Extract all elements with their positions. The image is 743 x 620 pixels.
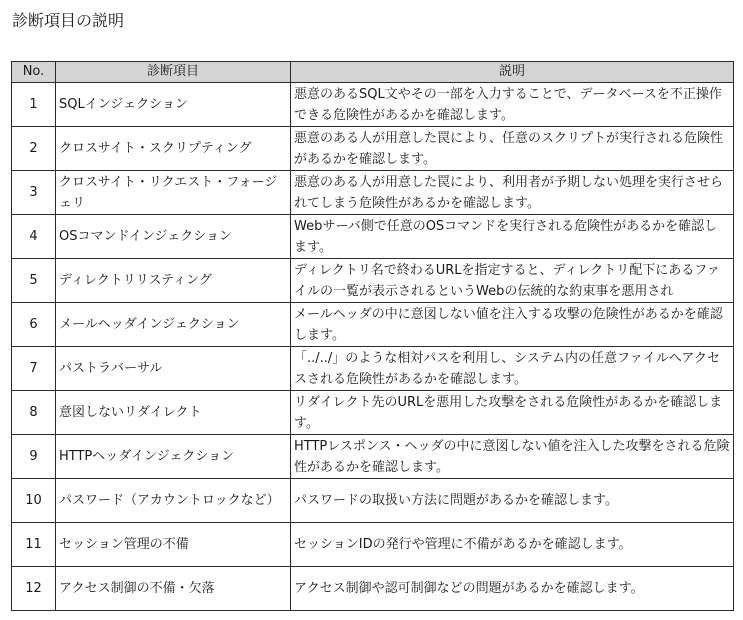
- row-description-text: Webサーバ側で任意のOSコマンドを実行される危険性があるかを確認します。: [294, 218, 718, 255]
- row-item-name: [56, 303, 291, 347]
- table-row: [12, 391, 734, 435]
- row-number-text: 6: [29, 317, 38, 332]
- row-number-text: 2: [29, 141, 38, 156]
- row-number: [12, 127, 56, 171]
- row-description: [291, 303, 734, 347]
- header-item: 診断項目: [56, 62, 291, 83]
- row-description-text: HTTPレスポンス・ヘッダの中に意図しない値を注入した攻撃をされる危険性があるかを確認します。: [294, 438, 730, 475]
- row-description: [291, 523, 734, 567]
- row-item-name: [56, 479, 291, 523]
- row-item-name-text: クロスサイト・リクエスト・フォージェリ: [59, 174, 278, 211]
- table-row: [12, 127, 734, 171]
- row-description: [291, 83, 734, 127]
- row-number: [12, 215, 56, 259]
- row-description: [291, 479, 734, 523]
- row-number-text: 9: [29, 449, 38, 464]
- row-item-name-text: セッション管理の不備: [59, 537, 189, 552]
- row-item-name-text: HTTPヘッダインジェクション: [59, 449, 235, 464]
- table-row: [12, 347, 734, 391]
- row-item-name: [56, 215, 291, 259]
- row-description: [291, 567, 734, 611]
- row-number-text: 7: [29, 361, 38, 376]
- row-description-text: メールヘッダの中に意図しない値を注入する攻撃の危険性があるかを確認します。: [294, 306, 723, 343]
- row-item-name: [56, 435, 291, 479]
- table-row: [12, 523, 734, 567]
- row-description-text: 「../../」のような相対パスを利用し、システム内の任意ファイルへアクセスされる危険性があるかを確認します。: [294, 350, 720, 387]
- row-description-text: 悪意のあるSQL文やその一部を入力することで、データベースを不正操作できる危険性があるかを確認します。: [294, 86, 722, 123]
- row-description: [291, 435, 734, 479]
- table-row: [12, 567, 734, 611]
- row-number: [12, 303, 56, 347]
- row-description-text: 悪意のある人が用意した罠により、任意のスクリプトが実行される危険性があるかを確認します。: [294, 130, 724, 167]
- table-row: [12, 171, 734, 215]
- row-item-name: [56, 259, 291, 303]
- table-header-row: [12, 62, 734, 83]
- row-number: [12, 391, 56, 435]
- row-number: [12, 479, 56, 523]
- row-item-name: [56, 391, 291, 435]
- row-item-name-text: アクセス制御の不備・欠落: [59, 581, 215, 596]
- row-number-text: 4: [29, 229, 38, 244]
- row-number: [12, 83, 56, 127]
- row-number: [12, 523, 56, 567]
- row-item-name-text: ディレクトリリスティング: [59, 273, 212, 288]
- row-description-text: セッションIDの発行や管理に不備があるかを確認します。: [294, 537, 632, 552]
- diagnosis-items-table: [11, 61, 734, 611]
- header-no: No.: [12, 62, 56, 83]
- row-item-name-text: パスワード（アカウントロックなど）: [59, 493, 280, 508]
- table-row: [12, 215, 734, 259]
- row-description-text: アクセス制御や認可制御などの問題があるかを確認します。: [294, 581, 644, 596]
- row-number-text: 5: [29, 273, 38, 288]
- row-number: [12, 259, 56, 303]
- table-row: [12, 479, 734, 523]
- row-description: [291, 347, 734, 391]
- row-description: [291, 127, 734, 171]
- row-description: [291, 171, 734, 215]
- table-row: [12, 303, 734, 347]
- row-item-name-text: OSコマンドインジェクション: [59, 229, 232, 244]
- row-number-text: 1: [29, 97, 38, 112]
- row-number: [12, 171, 56, 215]
- table-row: [12, 83, 734, 127]
- row-item-name-text: SQLインジェクション: [59, 97, 188, 112]
- row-number-text: 12: [25, 581, 42, 596]
- table-row: [12, 259, 734, 303]
- row-description-text: パスワードの取扱い方法に問題があるかを確認します。: [294, 493, 618, 508]
- row-item-name: [56, 83, 291, 127]
- header-description: 説明: [291, 62, 734, 83]
- row-description-text: リダイレクト先のURLを悪用した攻撃をされる危険性があるかを確認します。: [294, 394, 723, 431]
- table-row: [12, 435, 734, 479]
- row-description-text: 悪意のある人が用意した罠により、利用者が予期しない処理を実行させられてしまう危険性があるかを確認します。: [294, 174, 724, 211]
- row-number: [12, 347, 56, 391]
- row-number: [12, 435, 56, 479]
- row-item-name: [56, 347, 291, 391]
- row-item-name: [56, 127, 291, 171]
- row-number-text: 3: [29, 185, 38, 200]
- row-item-name-text: 意図しないリダイレクト: [59, 405, 202, 420]
- row-description: [291, 259, 734, 303]
- page-title: 診断項目の説明: [12, 11, 125, 30]
- row-item-name: [56, 567, 291, 611]
- row-description-text: ディレクトリ名で終わるURLを指定すると、ディレクトリ配下にあるファイルの一覧が表示されるというWebの伝統的な約束事を悪用され: [294, 262, 720, 299]
- row-number-text: 8: [29, 405, 38, 420]
- row-description: [291, 391, 734, 435]
- row-item-name-text: クロスサイト・スクリプティング: [59, 141, 252, 156]
- row-item-name: [56, 171, 291, 215]
- row-item-name: [56, 523, 291, 567]
- row-number-text: 10: [25, 493, 42, 508]
- row-number-text: 11: [25, 537, 42, 552]
- row-description: [291, 215, 734, 259]
- row-number: [12, 567, 56, 611]
- row-item-name-text: メールヘッダインジェクション: [59, 317, 240, 332]
- row-item-name-text: パストラバーサル: [59, 361, 163, 376]
